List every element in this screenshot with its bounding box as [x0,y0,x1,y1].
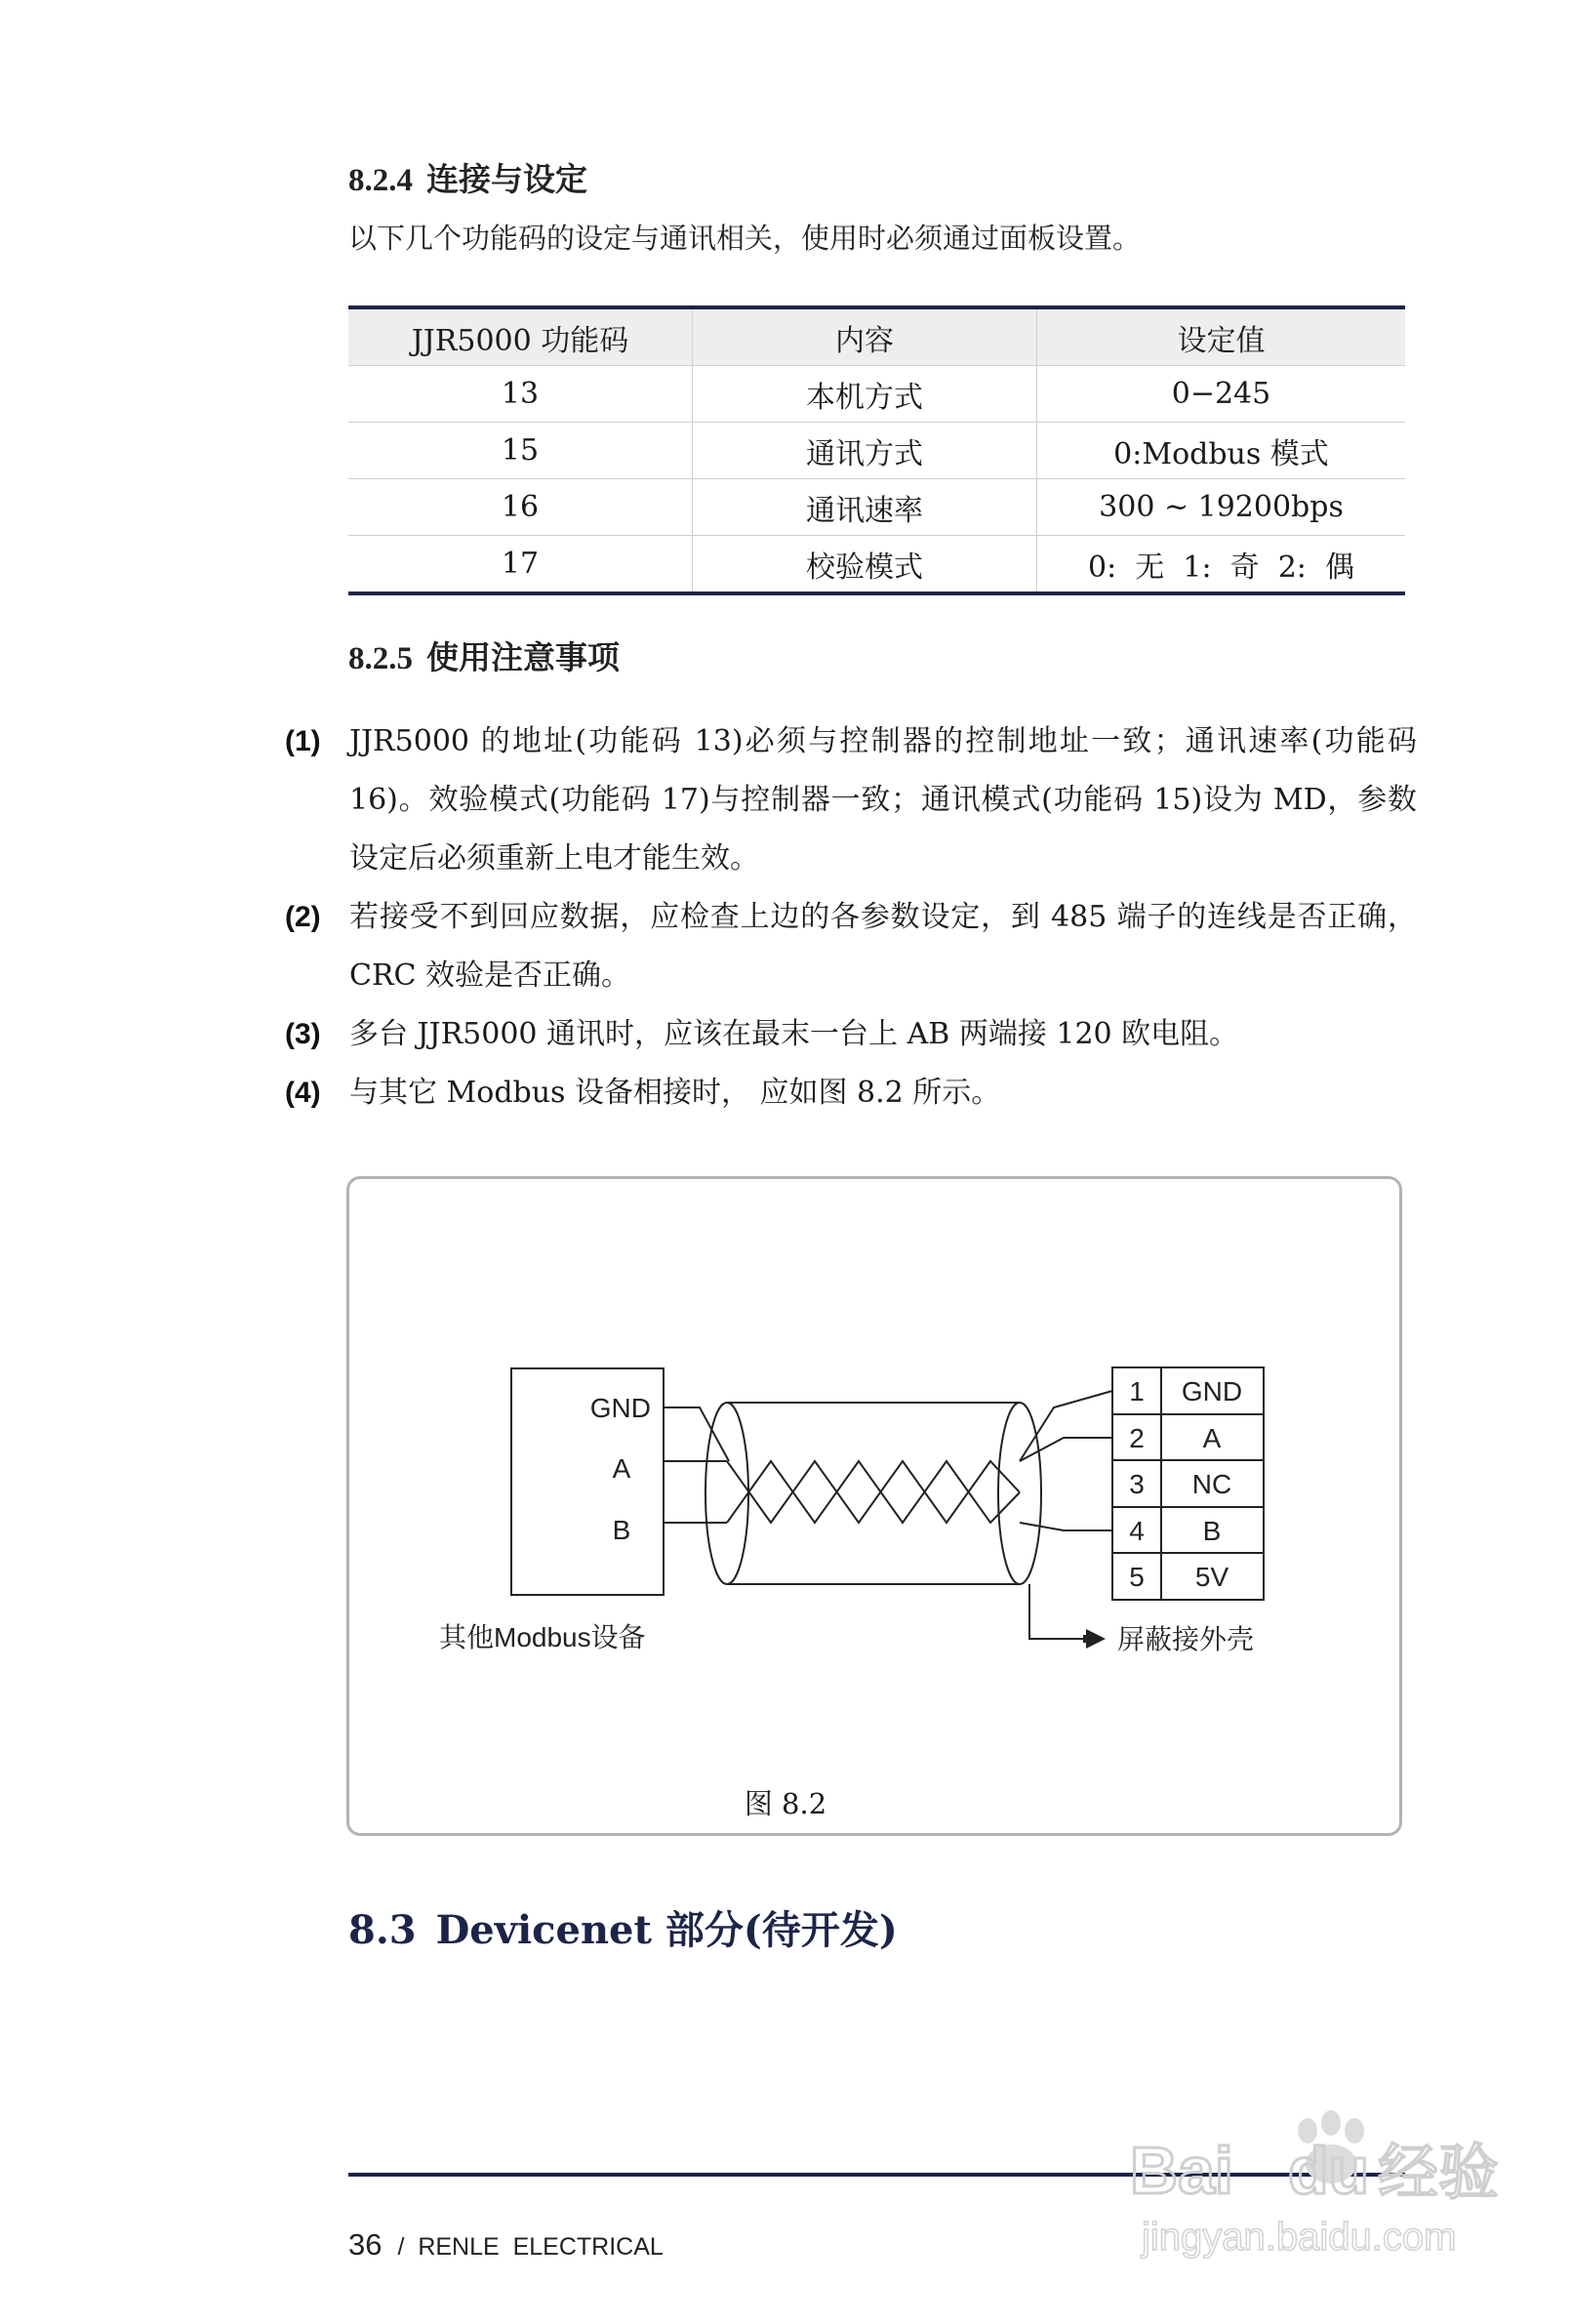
list-marker: (2) [285,901,321,933]
watermark-cn: 经验 [1378,2137,1500,2208]
wire-gnd-left [664,1407,729,1461]
section-intro: 以下几个功能码的设定与通讯相关，使用时必须通过面板设置。 [348,222,1142,255]
left-pin-label: A [612,1453,631,1484]
twisted-wire-b [727,1461,1020,1523]
table-header-cell: JJR5000 功能码 [411,323,629,358]
table-cell: 16 [501,490,540,524]
left-pin-label: GND [589,1393,651,1423]
twisted-wire-a [727,1461,1020,1523]
list-marker: (3) [285,1018,321,1050]
table-cell: 300 ~ 19200bps [1037,479,1406,536]
list-item [285,1064,1417,1122]
terminal-number: 3 [1129,1469,1145,1499]
wire-b-right [1020,1523,1112,1530]
table-row [348,423,1405,479]
list-text: JJR5000 的地址(功能码 13)必须与控制器的控制地址一致；通讯速率(功能码 16)。效验模式(功能码 17)与控制器一致；通讯模式(功能码 15)设为 MD，参数设定后必须重新上电才能生效。 [349,724,1417,876]
table-cell: 0:Modbus 模式 [1037,423,1406,479]
publisher-name: / RENLE ELECTRICAL [397,2233,664,2261]
table-cell: 通讯方式 [693,423,1037,479]
terminal-name: B [1202,1516,1222,1546]
list-text: 与其它 Modbus 设备相接时， 应如图 8.2 所示。 [349,1076,1001,1110]
wiring-diagram [346,1176,1402,1836]
terminal-number: 2 [1129,1423,1145,1453]
terminal-number: 1 [1129,1376,1145,1407]
list-text: 若接受不到回应数据，应检查上边的各参数设定，到 485 端子的连线是否正确，CRC 效验是否正确。 [349,900,1417,993]
table-header-row [348,307,1405,366]
table-cell: 0: 无 1: 奇 2: 偶 [1037,536,1406,594]
section-heading-8-2-4 [348,154,587,200]
table-cell: 15 [501,433,540,468]
page-number: 36 [348,2227,383,2262]
baidu-watermark [1122,2103,1522,2260]
left-device-label: 其他Modbus设备 [439,1622,646,1652]
section-number: 8.3 [348,1907,417,1953]
list-marker: (4) [285,1077,321,1109]
section-title: Devicenet 部分(待开发) [435,1907,898,1953]
watermark-url: jingyan.baidu.com [1142,2216,1457,2259]
shield-label: 屏蔽接外壳 [1117,1624,1255,1654]
table-row [348,536,1405,594]
wire-a-right [1020,1438,1112,1461]
table-cell: 0−245 [1037,366,1406,423]
left-pin-label: B [612,1515,631,1545]
table-row [348,366,1405,423]
shield-ground-line [1029,1584,1088,1639]
page-footer [348,2227,664,2263]
list-marker: (1) [285,725,321,757]
terminal-name: GND [1181,1376,1243,1407]
list-text: 多台 JJR5000 通讯时，应该在最末一台上 AB 两端接 120 欧电阻。 [349,1017,1239,1051]
figure-caption: 图 8.2 [744,1787,827,1820]
list-item [285,888,1417,1005]
terminal-number: 4 [1129,1516,1145,1546]
terminal-number: 5 [1129,1562,1145,1592]
list-item [285,713,1417,888]
terminal-name: A [1202,1423,1222,1453]
terminal-name: 5V [1194,1562,1229,1592]
list-item [285,1005,1417,1064]
table-cell: 13 [501,377,540,411]
table-header-cell: 内容 [693,307,1037,366]
table-cell: 校验模式 [693,536,1037,594]
section-number: 8.2.4 [348,163,413,198]
terminal-name: NC [1191,1469,1232,1499]
section-heading-8-3 [348,1899,898,1955]
function-code-table [348,306,1405,595]
section-number: 8.2.5 [348,641,413,676]
table-cell: 本机方式 [693,366,1037,423]
section-heading-8-2-5 [348,632,620,678]
table-cell: 通讯速率 [693,479,1037,536]
table-header-cell: 设定值 [1037,307,1406,366]
section-title: 连接与设定 [426,160,587,198]
watermark-brand-2: du [1288,2134,1370,2208]
section-title: 使用注意事项 [426,638,620,676]
watermark-brand: Bai [1130,2134,1233,2208]
table-cell: 17 [501,547,540,581]
table-row [348,479,1405,536]
notes-list [285,713,1417,1122]
